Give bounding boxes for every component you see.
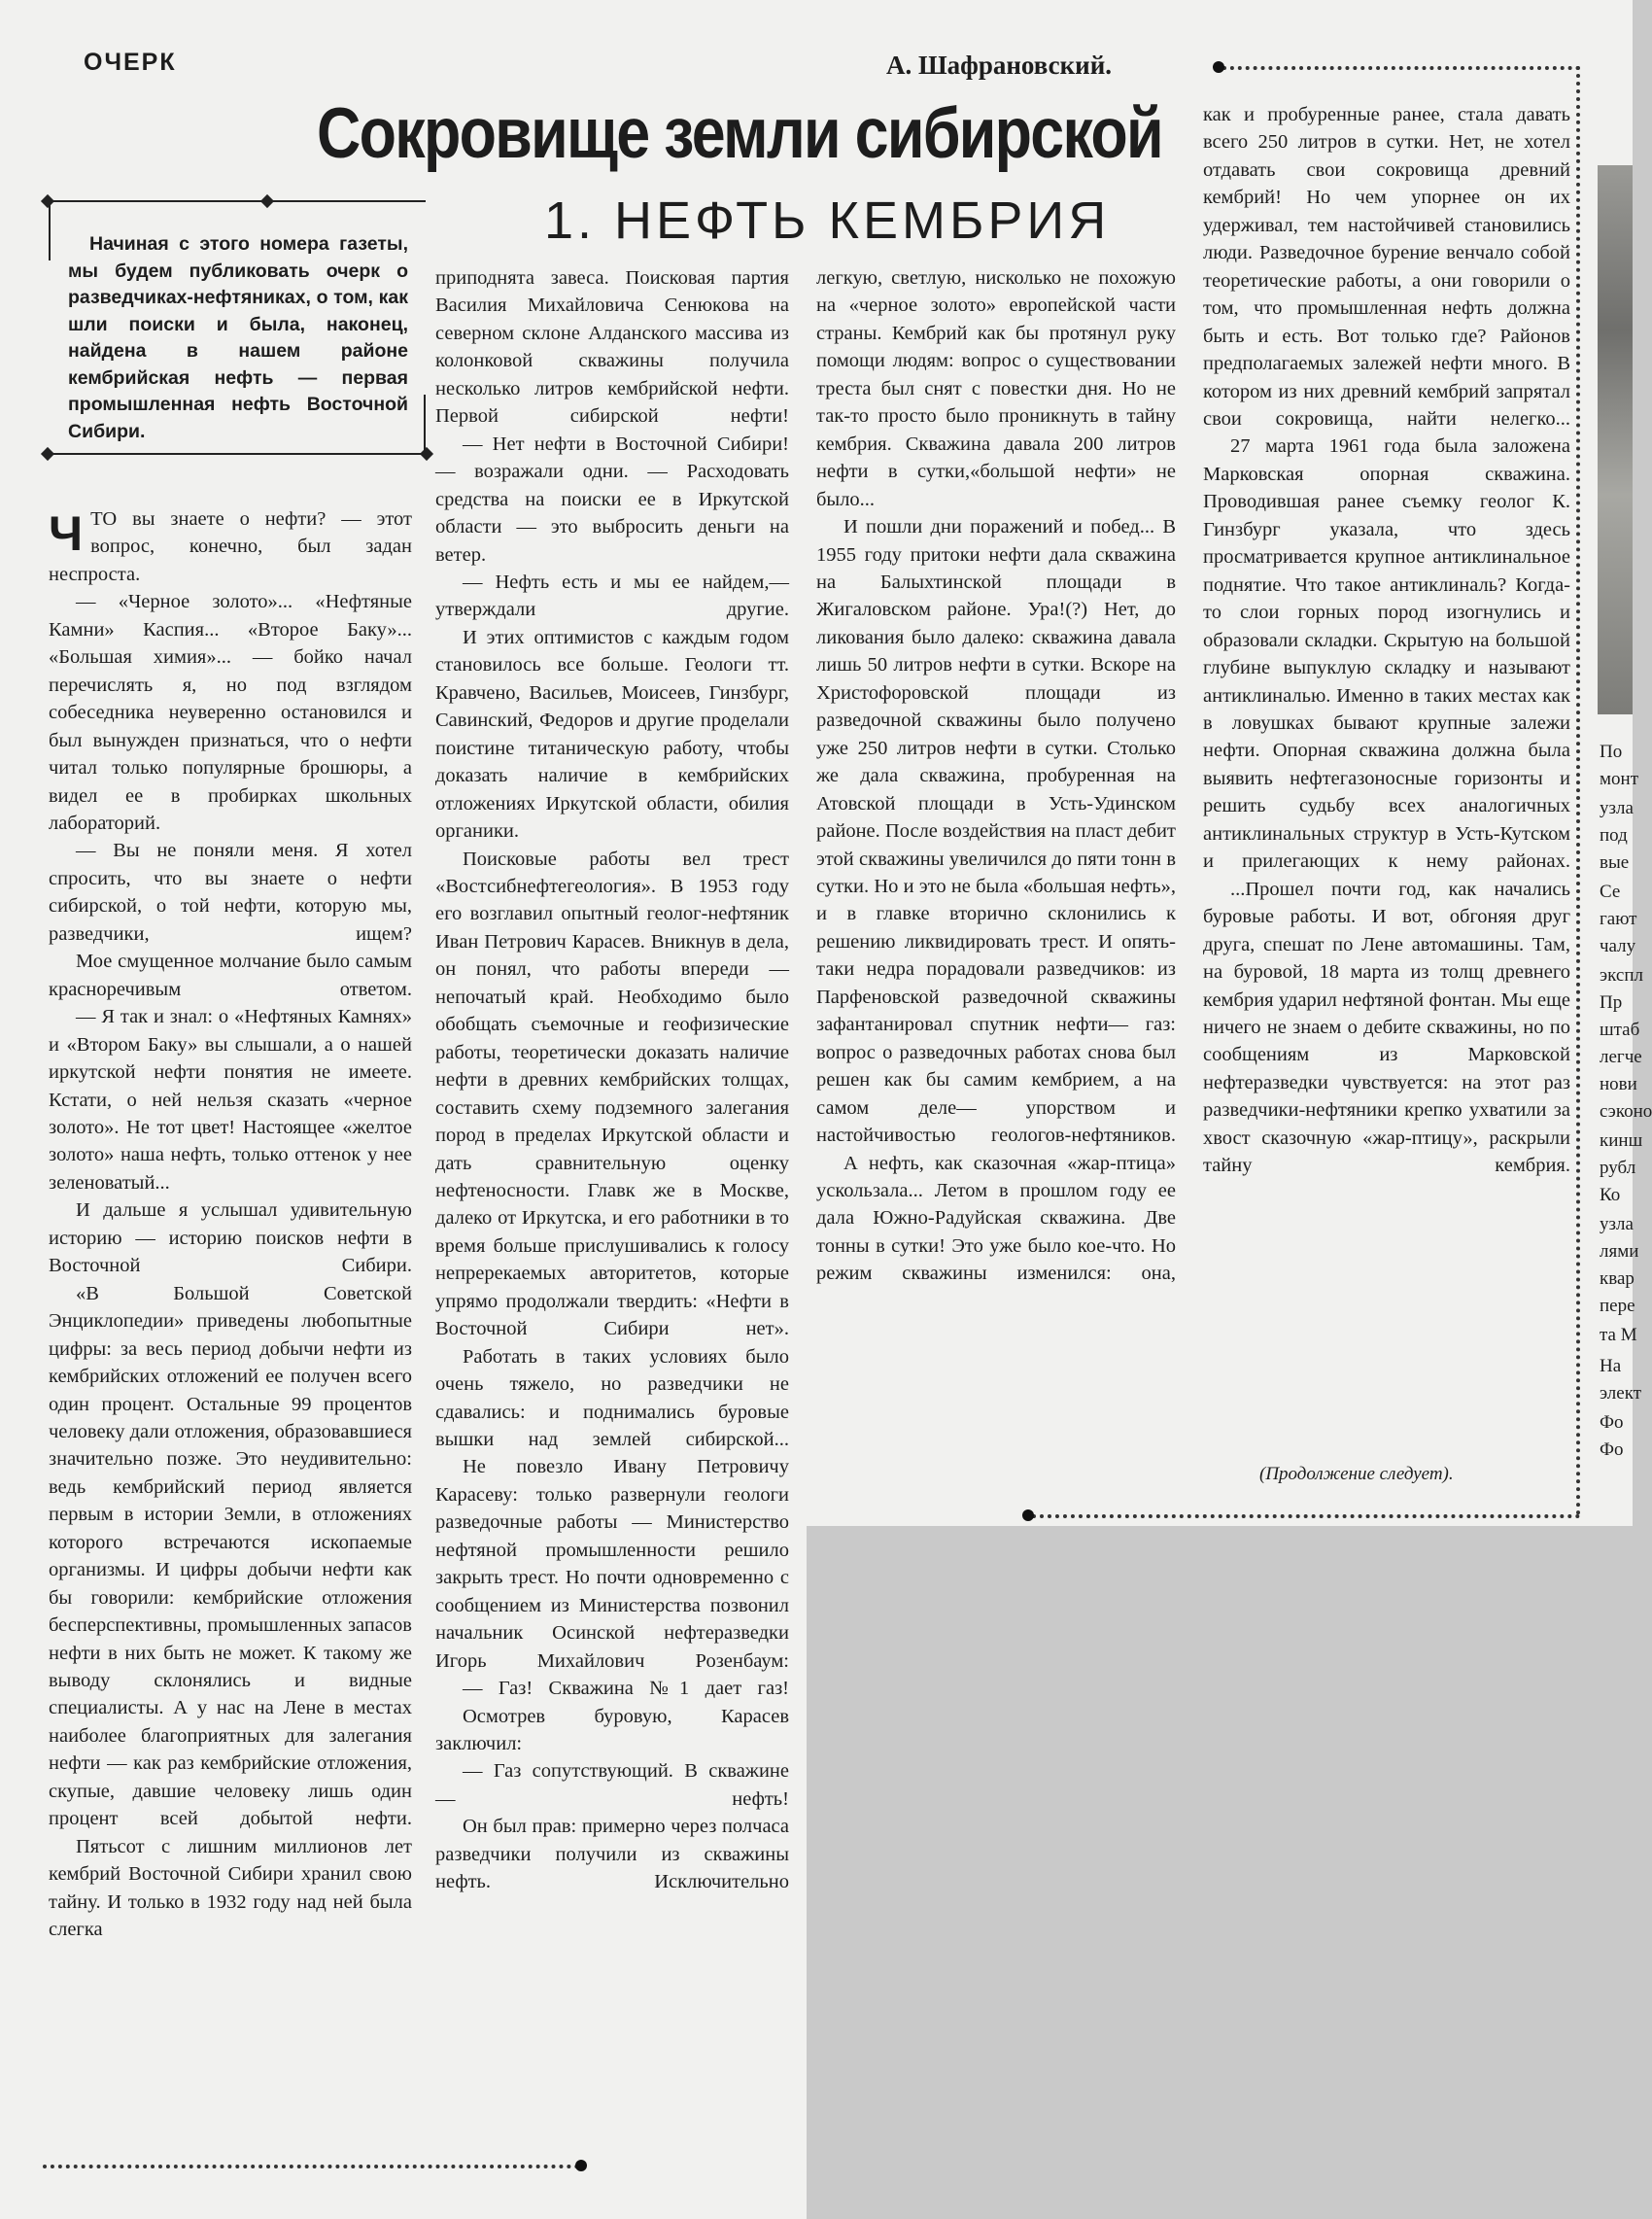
edge-word-fragment: квар bbox=[1600, 1268, 1635, 1289]
paragraph: Не повезло Ивану Петровичу Карасеву: только развернули геологи разведочные работы — Министерство нефтяной промышленности решило закрыть трест. Но почти одновременно с сообщением из Министерства позвонил начальник Осинской нефтеразведки Игорь Михайлович Розенбаум: bbox=[435, 1456, 789, 1672]
article-column-2 bbox=[435, 264, 789, 1896]
edge-word-fragment: та М bbox=[1600, 1325, 1637, 1345]
paragraph: Осмотрев буровую, Карасев заключил: bbox=[435, 1705, 789, 1755]
paragraph: — Нет нефти в Восточной Сибири! — возражали одни. — Расходовать средства на поиски ее в Иркутской области — это выбросить деньги на ветер. bbox=[435, 433, 789, 566]
adjacent-photo-fragment bbox=[1598, 165, 1633, 714]
dotted-rule-bottom bbox=[43, 2165, 579, 2168]
frame-dot-icon bbox=[1022, 1509, 1034, 1521]
edge-word-fragment: нови bbox=[1600, 1074, 1637, 1094]
edge-word-fragment: экспл bbox=[1600, 965, 1643, 986]
paragraph: А нефть, как сказочная «жар-птица» ускользала... Летом в прошлом году ее дала Южно-Радуйская скважина. Две тонны в сутки! Это уже было кое-что. Но режим скважины изменился: она, bbox=[816, 1152, 1176, 1285]
paragraph: И дальше я услышал удивительную историю — историю поисков нефти в Восточной Сибири. bbox=[49, 1199, 412, 1277]
edge-word-fragment: Се bbox=[1600, 882, 1621, 902]
paragraph: ТО вы знаете о нефти? — этот вопрос, конечно, был задан неспроста. bbox=[49, 508, 412, 585]
edge-word-fragment: Фо bbox=[1600, 1439, 1624, 1460]
blank-area bbox=[807, 1526, 1633, 2219]
paragraph: легкую, светлую, нисколько не похожую на «черное золото» европейской части страны. Кембрий как бы протянул руку помощи людям: вопрос о существовании треста был снят с повестки дня. Но не так-то просто было проникнуть в тайну кембрия. Скважина давала 200 литров нефти в сутки,«большой нефти» не было... bbox=[816, 267, 1176, 510]
edge-word-fragment: гают bbox=[1600, 909, 1637, 929]
edge-word-fragment: вые bbox=[1600, 852, 1630, 873]
paragraph: — «Черное золото»... «Нефтяные Камни» Каспия... «Второе Баку»... «Большая химия»... — бойко начал перечислять я, но под взглядом собеседника неуверенно остановился и был вынужден признаться, что о нефти читал только популярные брошюры, а видел ее в пробирках школьных лабораторий. bbox=[49, 591, 412, 834]
edge-word-fragment: чалу bbox=[1600, 936, 1636, 956]
paragraph: — Вы не поняли меня. Я хотел спросить, что вы знаете о нефти сибирской, о той нефти, которую мы, разведчики, ищем? bbox=[49, 840, 412, 945]
edge-word-fragment: пере bbox=[1600, 1296, 1635, 1316]
paragraph: Работать в таких условиях было очень тяжело, но разведчики не сдавались: и поднимались буровые вышки над землей сибирской... bbox=[435, 1345, 789, 1451]
dotted-frame-top bbox=[1222, 66, 1580, 70]
edge-word-fragment: Фо bbox=[1600, 1412, 1624, 1433]
edge-word-fragment: На bbox=[1600, 1356, 1622, 1376]
paragraph: — Нефть есть и мы ее найдем,— утверждали другие. bbox=[435, 571, 789, 621]
lead-box bbox=[49, 200, 426, 455]
edge-word-fragment: узла bbox=[1600, 1214, 1634, 1234]
edge-word-fragment: узла bbox=[1600, 798, 1634, 818]
edge-word-fragment: элект bbox=[1600, 1383, 1642, 1404]
article-column-1 bbox=[49, 505, 412, 1944]
edge-word-fragment: рубл bbox=[1600, 1158, 1636, 1178]
paragraph: И пошли дни поражений и побед... В 1955 году притоки нефти дала скважина на Балыхтинской площади в Жигаловском районе. Ура!(?) Нет, до ликования было далеко: скважина давала лишь 50 литров нефти в сутки. Вскоре на Христофоровской площади из разведочной скважины было получено уже 250 литров нефти в сутки. Столько же дала скважина, пробуренная на Атовской площади в Усть-Удинском районе. После воздействия на пласт дебит этой скважины увеличился до пяти тонн в сутки. Но и это не была «большая нефть», и в главке вторично склонились к решению ликвидировать трест. И опять-таки недра порадовали разведчиков: из Парфеновской разведочной скважины зафантанировал спутник нефти— газ: вопрос о разведочных работах снова был решен как бы самим кембрием, а на самом деле— упорством и настойчивостью геологов-нефтяников. bbox=[816, 516, 1176, 1147]
article-column-3 bbox=[816, 264, 1176, 1288]
paragraph: И этих оптимистов с каждым годом становилось все больше. Геологи тт. Кравчено, Васильев, Моисеев, Гинзбург, Савинский, Федоров и другие проделали поистине титаническую работу, чтобы доказать наличие в кембрийских отложениях Иркутской области, обилия органики. bbox=[435, 626, 789, 843]
paragraph: Он был прав: примерно через полчаса разведчики получили из скважины нефть. Исключительно bbox=[435, 1816, 789, 1893]
edge-word-fragment: лями bbox=[1600, 1241, 1639, 1262]
edge-word-fragment: По bbox=[1600, 742, 1623, 762]
paragraph: — Я так и знал: о «Нефтяных Камнях» и «Втором Баку» вы слышали, а о нашей иркутской нефти понятия не имеете. Кстати, о ней нельзя сказать «черное золото». Не тот цвет! Настоящее «желтое золото» наша нефть, только оттенок у нее зеленоватый... bbox=[49, 1006, 412, 1194]
paragraph: Мое смущенное молчание было самым красноречивым ответом. bbox=[49, 951, 412, 1000]
author-name: А. Шафрановский. bbox=[886, 51, 1113, 80]
paragraph: 27 марта 1961 года была заложена Марковская опорная скважина. Проводившая ранее съемку геолог К. Гинзбург указала, что здесь просматривается крупное антиклинальное поднятие. Что такое антиклиналь? Когда-то слои горных пород изогнулись и образовали складки. Скрытую на большой глубине выпуклую складку и называют антиклиналью. Именно в таких местах как в ловушках бывают крупные залежи нефти. Опорная скважина должна была выявить нефтегазоносные горизонты и решить судьбу всех аналогичных антиклинальных структур в Усть-Кутском и прилегающих к нему районах. bbox=[1203, 435, 1570, 873]
continued-note: (Продолжение следует). bbox=[1259, 1464, 1454, 1484]
article-column-4 bbox=[1203, 101, 1570, 1180]
edge-word-fragment: легче bbox=[1600, 1047, 1642, 1067]
paragraph: «В Большой Советской Энциклопедии» приведены любопытные цифры: за весь период добычи нефти из кембрийских отложений ее получен всего один процент. Остальные 99 процентов человеку дали отложения, образовавшиеся значительно позже. Это неудивительно: ведь кембрийский период является первым в истории Земли, в отложениях которого встречаются ископаемые организмы. И цифры добычи нефти как бы говорили: кембрийские отложения бесперспективны, промышленных запасов нефти в них быть не может. К такому же выводу склонялись и видные специалисты. А у нас на Лене в местах наиболее благоприятных для залегания нефти — как раз кембрийские отложения, скупые, давшие человеку лишь один процент всей добытой нефти. bbox=[49, 1282, 412, 1830]
edge-word-fragment: Ко bbox=[1600, 1185, 1621, 1205]
paragraph: ...Прошел почти год, как начались буровые работы. И вот, обгоняя друг друга, спешат по Лене автомашины. Там, на буровой, 18 марта из толщ древнего кембрия ударил нефтяной фонтан. Мы еще ничего не знаем о дебите скважины, но по сообщениям из Марковской нефтеразведки чувствуется: на этот раз разведчики-нефтяники крепко ухватили за хвост сказочную «жар-птицу», раскрыли тайну кембрия. bbox=[1203, 878, 1570, 1177]
paragraph: — Газ! Скважина №1 дает газ! bbox=[463, 1678, 789, 1700]
headline: Сокровище земли сибирской bbox=[317, 94, 1162, 173]
rule-dot-icon bbox=[575, 2160, 587, 2171]
rubric-label: ОЧЕРК bbox=[84, 49, 177, 76]
paragraph: Поисковые работы вел трест «Востсибнефтегеология». В 1953 году его возглавил опытный геолог-нефтяник Иван Петрович Карасев. Вникнув в дела, он понял, что работы впереди — непочатый край. Необходимо было обобщать съемочные и геофизические работы, теоретически доказать наличие нефти в древних кембрийских толщах, составить схему подземного залегания пород в пределах Иркутской области и дать сравнительную оценку нефтеносности. Главк же в Москве, далеко от Иркутска, и его работники в то время больше прислушивались к голосу непререкаемых авторитетов, которые упрямо продолжали твердить: «Нефти в Восточной Сибири нет». bbox=[435, 848, 789, 1340]
paragraph: как и пробуренные ранее, стала давать всего 250 литров в сутки. Нет, не хотел отдавать свои сокровища древний кембрий! Но чем упорнее он их удерживал, тем настойчивей становились люди. Разведочное бурение венчало собой теоретические работы, а они говорили о том, что промышленная нефть должна быть и есть. Вот только где? Районов предполагаемых залежей нефти много. В котором из них древний кембрий запрятал свои сокровища, найти нелегко... bbox=[1203, 104, 1570, 430]
subheadline: 1. НЕФТЬ КЕМБРИЯ bbox=[544, 191, 1111, 250]
edge-word-fragment: штаб bbox=[1600, 1020, 1640, 1040]
lead-text: Начиная с этого номера газеты, мы будем публиковать очерк о разведчиках-нефтяниках, о том, как шли поиски и была, наконец, найдена в нашем районе кембрийская нефть — первая промышленная нефть Восточной Сибири. bbox=[68, 233, 408, 442]
edge-word-fragment: сэконо bbox=[1600, 1101, 1652, 1122]
edge-word-fragment: монт bbox=[1600, 769, 1638, 789]
edge-word-fragment: под bbox=[1600, 825, 1628, 846]
paragraph: приподнята завеса. Поисковая партия Василия Михайловича Сенюкова на северном склоне Алданского массива из колонковой скважины получила несколько литров кембрийской нефти. Первой сибирской нефти! bbox=[435, 267, 789, 428]
frame-dot-icon bbox=[1213, 61, 1224, 73]
paragraph: — Газ сопутствующий. В скважине — нефть! bbox=[435, 1760, 789, 1810]
paragraph: Пятьсот с лишним миллионов лет кембрий Восточной Сибири хранил свою тайну. И только в 1932 году над ней была слегка bbox=[49, 1835, 412, 1941]
dotted-frame-right bbox=[1576, 66, 1580, 1516]
drop-cap: Ч bbox=[49, 506, 84, 561]
dotted-frame-bottom bbox=[1032, 1514, 1580, 1518]
edge-word-fragment: Пр bbox=[1600, 992, 1623, 1013]
edge-word-fragment: кинш bbox=[1600, 1130, 1643, 1151]
